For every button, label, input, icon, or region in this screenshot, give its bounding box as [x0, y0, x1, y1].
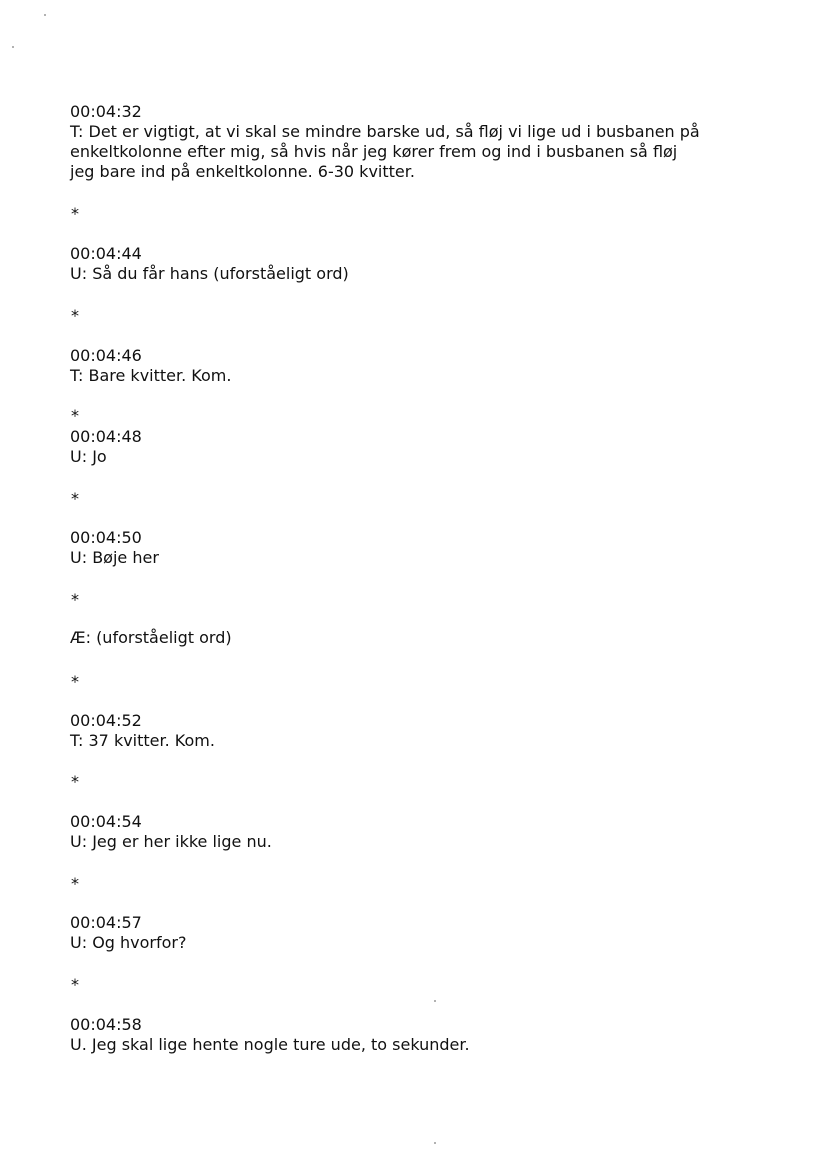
timestamp: 00:04:46 [70, 346, 142, 365]
separator-asterisk: * [71, 772, 79, 791]
utterance-text: T: 37 kvitter. Kom. [70, 731, 215, 750]
utterance-text: U. Jeg skal lige hente nogle ture ude, to sekunder. [70, 1035, 470, 1054]
separator-asterisk: * [71, 874, 79, 893]
separator-asterisk: * [71, 975, 79, 994]
utterance-text: U: Jeg er her ikke lige nu. [70, 832, 272, 851]
scan-speck [44, 14, 46, 16]
utterance-line: T: Det er vigtigt, at vi skal se mindre barske ud, så fløj vi lige ud i busbanen på [70, 122, 700, 141]
utterance-text: U: Og hvorfor? [70, 933, 187, 952]
timestamp: 00:04:48 [70, 427, 142, 446]
separator-asterisk: * [71, 406, 79, 425]
timestamp: 00:04:57 [70, 913, 142, 932]
timestamp: 00:04:58 [70, 1015, 142, 1034]
separator-asterisk: * [71, 672, 79, 691]
timestamp: 00:04:54 [70, 812, 142, 831]
separator-asterisk: * [71, 204, 79, 223]
scan-speck [434, 1142, 436, 1144]
scan-speck [12, 46, 14, 48]
scan-speck [434, 1000, 436, 1002]
utterance-text: T: Bare kvitter. Kom. [70, 366, 232, 385]
utterance-line: enkeltkolonne efter mig, så hvis når jeg kører frem og ind i busbanen så fløj [70, 142, 678, 161]
timestamp: 00:04:50 [70, 528, 142, 547]
timestamp: 00:04:44 [70, 244, 142, 263]
utterance-text: U: Så du får hans (uforståeligt ord) [70, 264, 349, 283]
timestamp: 00:04:32 [70, 102, 142, 121]
utterance-text: U: Bøje her [70, 548, 159, 567]
utterance-text: Æ: (uforståeligt ord) [70, 628, 232, 647]
separator-asterisk: * [71, 590, 79, 609]
utterance-text [70, 122, 760, 182]
utterance-text: U: Jo [70, 447, 107, 466]
timestamp: 00:04:52 [70, 711, 142, 730]
separator-asterisk: * [71, 489, 79, 508]
utterance-line: jeg bare ind på enkeltkolonne. 6-30 kvitter. [70, 162, 415, 181]
separator-asterisk: * [71, 306, 79, 325]
